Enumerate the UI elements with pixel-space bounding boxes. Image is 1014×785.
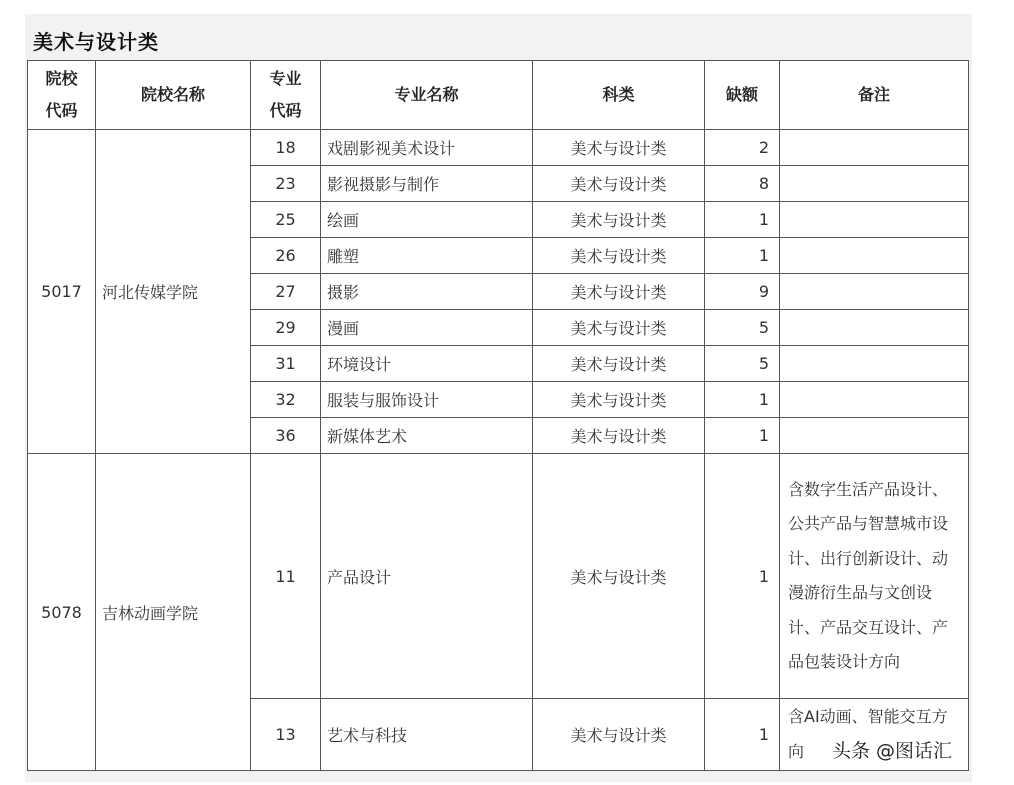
major-name-cell: 服装与服饰设计: [321, 382, 533, 418]
major-code-cell: 18: [251, 130, 321, 166]
major-code-cell: 27: [251, 274, 321, 310]
remark-cell: [780, 202, 969, 238]
vacancy-table: [27, 60, 969, 771]
category-cell: 美术与设计类: [533, 130, 705, 166]
major-name-cell: 产品设计: [321, 454, 533, 699]
major-name-cell: 雕塑: [321, 238, 533, 274]
remark-cell: 含AI动画、智能交互方向: [780, 699, 969, 771]
remark-cell: [780, 382, 969, 418]
vacancy-cell: 5: [705, 310, 780, 346]
vacancy-cell: 8: [705, 166, 780, 202]
header-vacancy: 缺额: [705, 61, 780, 130]
table-row: [28, 454, 969, 699]
remark-cell: [780, 274, 969, 310]
vacancy-cell: 9: [705, 274, 780, 310]
major-name-cell: 摄影: [321, 274, 533, 310]
header-major-code: 专业代码: [251, 61, 321, 130]
category-cell: 美术与设计类: [533, 202, 705, 238]
category-cell: 美术与设计类: [533, 274, 705, 310]
category-cell: 美术与设计类: [533, 418, 705, 454]
vacancy-cell: 1: [705, 454, 780, 699]
table-row: [28, 130, 969, 166]
major-code-cell: 36: [251, 418, 321, 454]
school-name-cell: 河北传媒学院: [96, 130, 251, 454]
remark-cell: [780, 418, 969, 454]
major-name-cell: 绘画: [321, 202, 533, 238]
major-name-cell: 新媒体艺术: [321, 418, 533, 454]
watermark-text: 头条 @图话汇: [832, 740, 953, 762]
school-code-cell: 5078: [28, 454, 96, 771]
header-category: 科类: [533, 61, 705, 130]
remark-cell: [780, 130, 969, 166]
header-major-name: 专业名称: [321, 61, 533, 130]
category-cell: 美术与设计类: [533, 699, 705, 771]
school-code-cell: 5017: [28, 130, 96, 454]
vacancy-cell: 1: [705, 202, 780, 238]
major-name-cell: 戏剧影视美术设计: [321, 130, 533, 166]
vacancy-cell: 1: [705, 382, 780, 418]
table-header-row: [28, 61, 969, 130]
remark-cell: [780, 166, 969, 202]
major-name-cell: 影视摄影与制作: [321, 166, 533, 202]
category-cell: 美术与设计类: [533, 310, 705, 346]
major-code-cell: 25: [251, 202, 321, 238]
remark-cell: [780, 310, 969, 346]
major-code-cell: 31: [251, 346, 321, 382]
category-cell: 美术与设计类: [533, 166, 705, 202]
header-school-code: 院校代码: [28, 61, 96, 130]
vacancy-cell: 1: [705, 418, 780, 454]
category-cell: 美术与设计类: [533, 238, 705, 274]
section-title: 美术与设计类: [33, 30, 159, 54]
remark-cell: 含数字生活产品设计、公共产品与智慧城市设计、出行创新设计、动漫游衍生品与文创设计、产品交互设计、产品包装设计方向: [780, 454, 969, 699]
major-code-cell: 11: [251, 454, 321, 699]
major-code-cell: 26: [251, 238, 321, 274]
major-name-cell: 环境设计: [321, 346, 533, 382]
remark-cell: [780, 238, 969, 274]
major-code-cell: 29: [251, 310, 321, 346]
category-cell: 美术与设计类: [533, 346, 705, 382]
header-school-name: 院校名称: [96, 61, 251, 130]
header-remark: 备注: [780, 61, 969, 130]
vacancy-cell: 2: [705, 130, 780, 166]
major-code-cell: 23: [251, 166, 321, 202]
category-cell: 美术与设计类: [533, 454, 705, 699]
vacancy-cell: 5: [705, 346, 780, 382]
major-name-cell: 艺术与科技: [321, 699, 533, 771]
major-code-cell: 32: [251, 382, 321, 418]
school-name-cell: 吉林动画学院: [96, 454, 251, 771]
vacancy-cell: 1: [705, 699, 780, 771]
remark-cell: [780, 346, 969, 382]
major-code-cell: 13: [251, 699, 321, 771]
vacancy-cell: 1: [705, 238, 780, 274]
category-cell: 美术与设计类: [533, 382, 705, 418]
major-name-cell: 漫画: [321, 310, 533, 346]
